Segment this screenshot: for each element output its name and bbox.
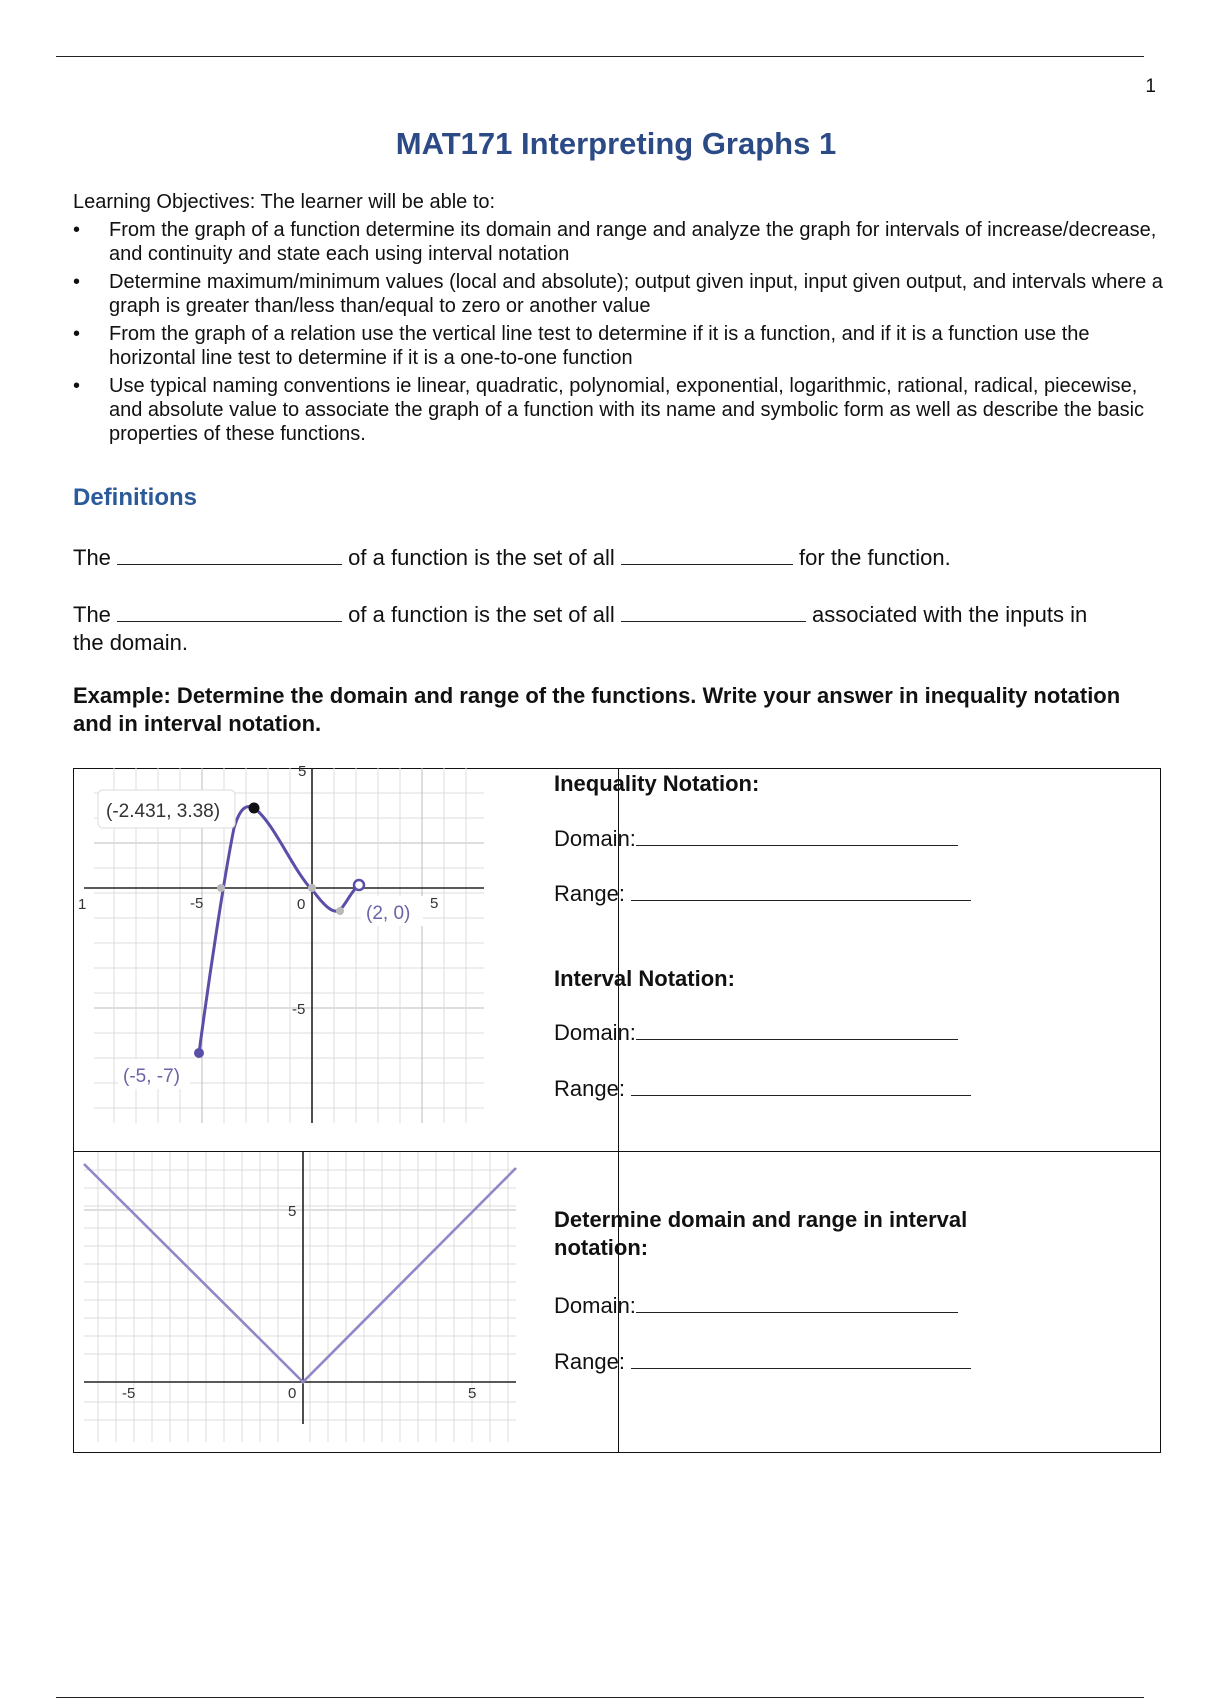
- cell2-range-blank[interactable]: [631, 1350, 971, 1369]
- range-label: Range:: [554, 881, 625, 906]
- function-curve: [199, 807, 359, 1053]
- definition-text: The: [73, 545, 111, 570]
- interval-domain-row: [554, 1020, 958, 1046]
- cell2-domain-blank[interactable]: [636, 1294, 958, 1313]
- definition-text: associated with the inputs in: [812, 602, 1088, 627]
- domain-set-blank[interactable]: [621, 546, 793, 565]
- definition-text: of a function is the set of all: [348, 602, 615, 627]
- domain-label: Domain:: [554, 826, 636, 851]
- tick-label: 0: [288, 1385, 297, 1402]
- minimum-point: [336, 907, 344, 915]
- tick-label: -5: [190, 895, 204, 912]
- tick-label: 5: [430, 895, 439, 912]
- tick-label: 5: [288, 1203, 297, 1220]
- inequality-domain-row: [554, 826, 958, 852]
- point-label-max: (-2.431, 3.38): [106, 801, 221, 822]
- interval-range-row: [554, 1076, 971, 1102]
- graph-piecewise-curve: [78, 763, 484, 1123]
- origin-point: [308, 884, 316, 892]
- definition-text: the domain.: [73, 630, 188, 655]
- start-point: [194, 1048, 204, 1058]
- x-intercept-point: [217, 884, 225, 892]
- cell2-range-row: [554, 1349, 971, 1375]
- definition-text: The: [73, 602, 111, 627]
- end-point: [354, 880, 364, 890]
- objective-item: • From the graph of a function determine its domain and range and analyze the graph for intervals of increase/decrease, and continuity and state each using interval notation: [73, 218, 1168, 266]
- tick-label: 0: [297, 896, 306, 913]
- inequality-range-blank[interactable]: [631, 882, 971, 901]
- point-label-start: (-5, -7): [123, 1066, 180, 1087]
- objective-item: • Determine maximum/minimum values (local and absolute); output given input, input given output, and intervals where a graph is greater than/less than/equal to zero or another value: [73, 270, 1168, 318]
- definition-text: of a function is the set of all: [348, 545, 615, 570]
- example-heading: Example: Determine the domain and range of the functions. Write your answer in inequality notation and in interval notation.: [73, 683, 1121, 736]
- definition-text: for the function.: [799, 545, 951, 570]
- bottom-rule: [56, 1697, 1144, 1698]
- domain-definition: [73, 545, 951, 571]
- tick-label: -5: [292, 1001, 306, 1018]
- definitions-heading: Definitions: [73, 484, 197, 511]
- domain-term-blank[interactable]: [117, 546, 342, 565]
- page-number: 1: [1145, 76, 1156, 97]
- domain-label: Domain:: [554, 1293, 636, 1318]
- objective-item: • Use typical naming conventions ie linear, quadratic, polynomial, exponential, logarithmic, rational, radical, piecewise, and absolute value to associate the graph of a function with its name and symbolic form as well as describe the basic properties of these functions.: [73, 374, 1168, 446]
- graph-absolute-value: [84, 1152, 516, 1442]
- point-label-zero: (2, 0): [366, 903, 411, 924]
- range-label: Range:: [554, 1349, 625, 1374]
- tick-label: 5: [298, 763, 307, 780]
- function-curve: [84, 1164, 516, 1382]
- interval-range-blank[interactable]: [631, 1077, 971, 1096]
- interval-domain-blank[interactable]: [636, 1021, 958, 1040]
- objective-item: • From the graph of a relation use the vertical line test to determine if it is a function, and if it is a function use the horizontal line test to determine if it is a one-to-one function: [73, 322, 1168, 370]
- range-term-blank[interactable]: [117, 603, 342, 622]
- interval-notation-heading: Interval Notation:: [554, 966, 735, 991]
- range-label: Range:: [554, 1076, 625, 1101]
- inequality-domain-blank[interactable]: [636, 827, 958, 846]
- interval-domain-range-heading: Determine domain and range in interval notation:: [554, 1207, 968, 1260]
- range-definition: [73, 602, 1087, 628]
- tick-label: 1: [78, 896, 87, 913]
- domain-label: Domain:: [554, 1020, 636, 1045]
- tick-label: 5: [468, 1385, 477, 1402]
- tick-label: -5: [122, 1385, 136, 1402]
- inequality-range-row: [554, 881, 971, 907]
- page-title: MAT171 Interpreting Graphs 1: [395, 126, 837, 161]
- top-rule: [56, 56, 1144, 57]
- grid: [84, 1152, 516, 1442]
- inequality-notation-heading: Inequality Notation:: [554, 771, 760, 796]
- range-set-blank[interactable]: [621, 603, 806, 622]
- objectives-list: [73, 218, 1168, 450]
- maximum-point: [249, 803, 260, 814]
- objectives-intro: Learning Objectives: The learner will be able to:: [73, 191, 496, 213]
- cell2-domain-row: [554, 1293, 958, 1319]
